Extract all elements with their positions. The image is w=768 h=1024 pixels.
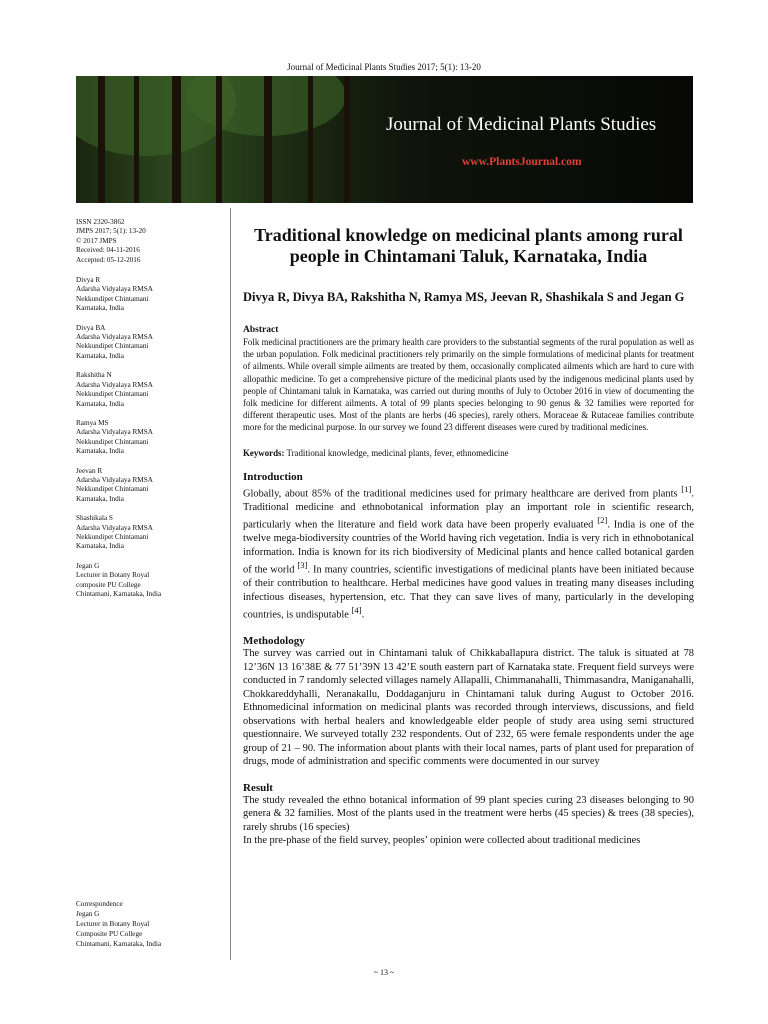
affiliation-name: Rakshitha N — [76, 371, 112, 380]
affiliation-line: Adarsha Vidyalaya RMSA — [76, 380, 153, 389]
affiliation-entry — [76, 371, 226, 409]
affiliation-name: Divya BA — [76, 323, 106, 332]
affiliation-line: Nekkundipet Chintamani — [76, 437, 149, 446]
citation-ref[interactable]: [3] — [297, 560, 308, 571]
correspondence-label: Correspondence — [76, 900, 123, 908]
citation-ref[interactable]: [1] — [681, 483, 692, 494]
affiliation-line: Nekkundipet Chintamani — [76, 294, 149, 303]
abstract-heading: Abstract — [243, 325, 279, 335]
copyright: © 2017 JMPS — [76, 236, 117, 245]
abstract-text: Folk medicinal practitioners are the primary health care providers to the substantial segments of the rural population as well as the urban population. Folk medicinal practitioners rely primarily on the simple formulations of medicinal plants for treatment of ailments. While overall simple ailments are treated by them, occasionally complicated ailments which are hard to cure with allopathic medicine. To get a comprehensive picture of the medicinal plants used by the indigenous medicinal plants used by people of Chintamani taluk in Karnataka, was carried out during months of July to October 2016 in view of documenting the folk medicine for different ailments. A total of 99 plants species belonging to 90 genus & 32 families were reported for different therapeutic uses. Most of the plants are herbs (46 species), rarely others. Moraceae & Rutaceae families contribute more for the medicinal purpose. In our survey we found 23 different diseases were cured by traditional medicines. — [243, 337, 694, 433]
correspondence-line: Composite PU College — [76, 930, 143, 938]
banner-url[interactable]: www.PlantsJournal.com — [462, 156, 582, 168]
affiliation-name: Ramya MS — [76, 418, 109, 427]
received-date: Received: 04-11-2016 — [76, 246, 140, 255]
affiliation-name: Jegan G — [76, 561, 100, 570]
affiliation-line: Karnataka, India — [76, 494, 124, 503]
metadata-sidebar — [76, 218, 226, 599]
affiliation-line: Nekkundipet Chintamani — [76, 532, 149, 541]
jmps-citation: JMPS 2017; 5(1): 13-20 — [76, 227, 146, 236]
tree-trunk — [172, 76, 181, 203]
affiliation-entry — [76, 467, 226, 505]
affiliation-list — [76, 276, 226, 599]
banner-title: Journal of Medicinal Plants Studies — [386, 114, 657, 135]
article-title: Traditional knowledge on medicinal plants among rural people in Chintamani Taluk, Karnataka, India — [254, 225, 683, 266]
introduction-text — [243, 483, 694, 622]
affiliation-name: Shashikala S — [76, 514, 113, 523]
affiliation-entry — [76, 514, 226, 552]
affiliation-line: Karnataka, India — [76, 304, 124, 313]
affiliation-entry — [76, 562, 226, 600]
affiliation-line: Adarsha Vidyalaya RMSA — [76, 428, 153, 437]
introduction-heading: Introduction — [243, 470, 303, 483]
journal-banner — [76, 76, 693, 203]
correspondence-line: Chintamani, Karnataka, India — [76, 940, 162, 948]
intro-segment: . Traditional medicine and ethnobotanical information play an important role in scientific research, particularly when the literature and field work data have been properly evaluated — [243, 488, 694, 531]
affiliation-line: Adarsha Vidyalaya RMSA — [76, 285, 153, 294]
affiliation-line: Nekkundipet Chintamani — [76, 390, 149, 399]
affiliation-entry — [76, 324, 226, 362]
affiliation-line: Adarsha Vidyalaya RMSA — [76, 475, 153, 484]
citation-ref[interactable]: [4] — [351, 605, 362, 616]
affiliation-entry — [76, 419, 226, 457]
affiliation-line: Adarsha Vidyalaya RMSA — [76, 333, 153, 342]
intro-segment: . India is one of the twelve mega-biodiversity countries of the World having rich vegetation. India is very rich in ethnobotanical information. India is known for its rich biodiversity of Medicinal plants and hence called botanical garden of the world — [243, 519, 694, 576]
affiliation-entry — [76, 276, 226, 314]
affiliation-line: Nekkundipet Chintamani — [76, 342, 149, 351]
correspondence-line: Jegan G — [76, 910, 100, 918]
affiliation-name: Divya R — [76, 276, 101, 285]
correspondence — [76, 899, 161, 949]
intro-segment: Globally, about 85% of the traditional medicines used for primary healthcare are derived from plants — [243, 488, 678, 500]
author-list: Divya R, Divya BA, Rakshitha N, Ramya MS, Jeevan R, Shashikala S and Jegan G — [243, 290, 685, 304]
affiliation-line: Chintamani, Karnataka, India — [76, 590, 162, 598]
tree-trunk — [264, 76, 272, 203]
affiliation-line: Karnataka, India — [76, 542, 124, 551]
page-number: ~ 13 ~ — [373, 968, 395, 977]
affiliation-name: Jeevan R — [76, 466, 103, 475]
affiliation-line: Karnataka, India — [76, 399, 124, 408]
correspondence-line: Lecturer in Botany Royal — [76, 920, 150, 928]
tree-trunk — [344, 76, 350, 203]
keywords — [243, 448, 694, 458]
tree-trunk — [134, 76, 139, 203]
accepted-date: Accepted: 05-12-2016 — [76, 255, 141, 264]
affiliation-line: Karnataka, India — [76, 447, 124, 456]
affiliation-line: Adarsha Vidyalaya RMSA — [76, 523, 153, 532]
article-main — [243, 225, 694, 848]
methodology-heading: Methodology — [243, 635, 305, 647]
tree-trunk — [98, 76, 105, 203]
column-divider — [230, 208, 231, 960]
intro-segment: . In many countries, scientific investigations of medicinal plants have been initiated because of their contribution to healthcare. Herbal medicines have good values in treating many diseases including infectious diseases, hypertension, etc. That they can save lives of many, particularly in the developing countries, is undisputable — [243, 564, 694, 621]
running-head: Journal of Medicinal Plants Studies 2017; 5(1): 13-20 — [287, 62, 481, 72]
affiliation-line: Nekkundipet Chintamani — [76, 485, 149, 494]
keywords-text: Traditional knowledge, medicinal plants, fever, ethnomedicine — [286, 447, 509, 458]
tree-trunk — [308, 76, 313, 203]
issn: ISSN 2320-3862 — [76, 218, 125, 226]
affiliation-line: Karnataka, India — [76, 351, 124, 360]
keywords-label: Keywords: — [243, 447, 285, 458]
tree-trunk — [216, 76, 222, 203]
result-text: The study revealed the ethno botanical information of 99 plant species curing 23 diseases belonging to 90 genera & 32 families. Most of the plants used in the treatment were herbs (45 species) & trees (38 species), rarely shrubs (16 species) — [243, 794, 694, 833]
intro-segment: . — [361, 609, 365, 621]
result-text-continued: In the pre-phase of the field survey, peoples’ opinion were collected about traditional medicines — [243, 835, 641, 846]
result-heading: Result — [243, 781, 273, 794]
citation-ref[interactable]: [2] — [597, 515, 608, 526]
affiliation-line: composite PU College — [76, 580, 141, 589]
affiliation-line: Lecturer in Botany Royal — [76, 571, 150, 580]
methodology-text: The survey was carried out in Chintamani taluk of Chikkaballapura district. The taluk is situated at 78 12’36N 13 16’38E & 77 51’39N 13 42’E south eastern part of Karnataka state. Frequent field surveys were conducted in 7 randomly selected villages namely Allapalli, Chimmanahalli, Thimmasandra, Maniganahalli, Chokkareddyhalli, Neranakallu, Doddaganjuru in Chintamani taluk during August to October 2016. Ethnomedicinal information on medicinal plants was recorded through interviews, discussions, and field observations with herbal healers and knowledgeable elder people of study area using semi structured questionnaire. We surveyed totally 232 respondents. Out of 232, 65 were female respondents under the age group of 21 – 90. The information about plants with their local names, parts of plant used for preparation of drugs, mode of administration and specific comments were documented in our survey — [243, 648, 694, 767]
